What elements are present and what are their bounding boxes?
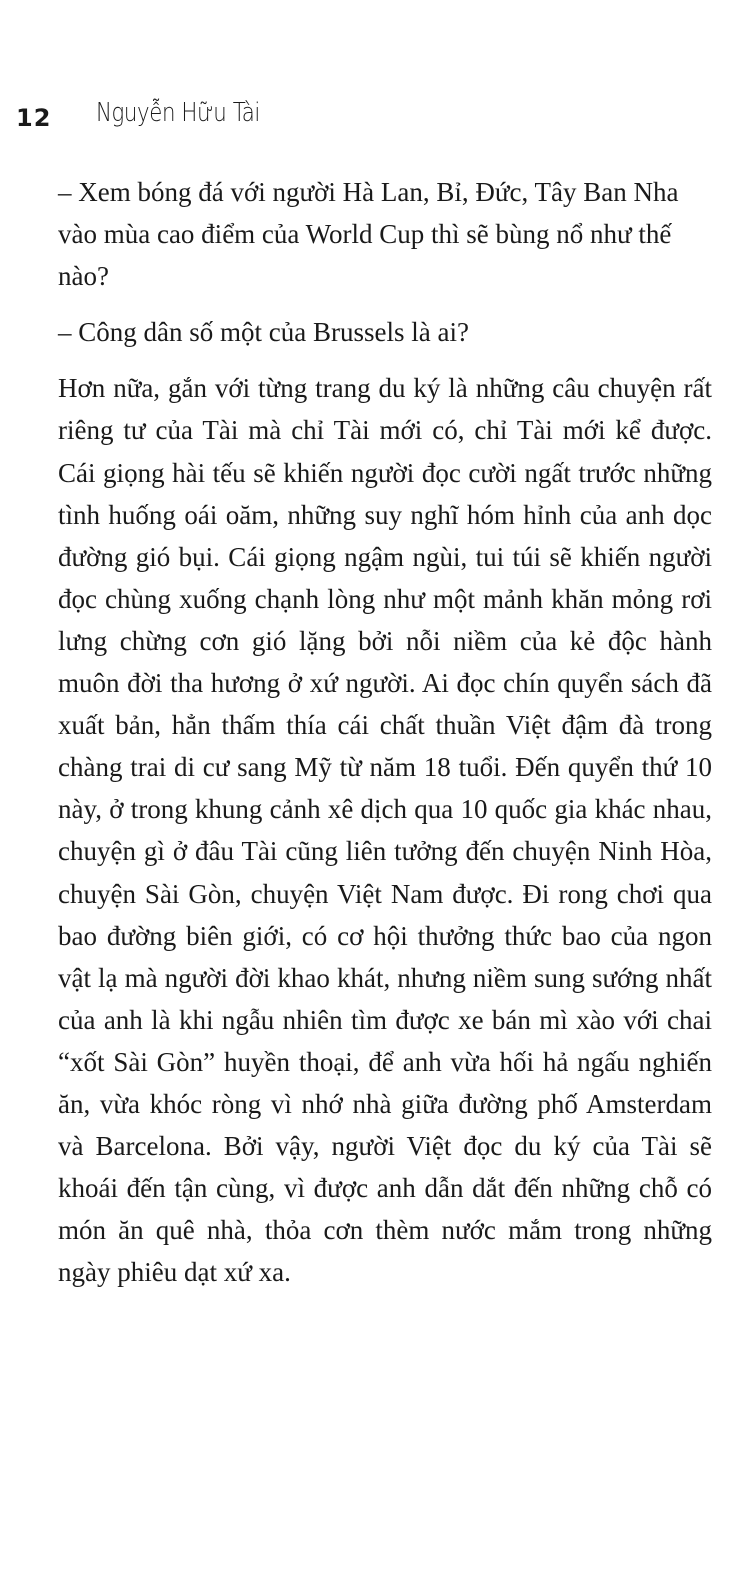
question-paragraph-1: – Xem bóng đá với người Hà Lan, Bỉ, Đức, Tây Ban Nha vào mùa cao điểm của World Cup thì sẽ bùng nổ như thế nào? — [58, 177, 679, 292]
question-paragraph-2: – Công dân số một của Brussels là ai? — [58, 317, 469, 348]
running-head — [16, 98, 716, 138]
body-text — [58, 171, 712, 1293]
page-number: 12 — [16, 104, 52, 132]
running-head-author: Nguyễn Hữu Tài — [96, 98, 260, 128]
main-paragraph: Hơn nữa, gắn với từng trang du ký là những câu chuyện rất riêng tư của Tài mà chỉ Tài mới có, chỉ Tài mới kể được. Cái giọng hài tếu sẽ khiến người đọc cười ngất trước những tình huống oái oăm, những suy nghĩ hóm hỉnh của anh dọc đường gió bụi. Cái giọng ngậm ngùi, tui túi sẽ khiến người đọc chùng xuống chạnh lòng như một mảnh khăn mỏng rơi lưng chừng cơn gió lặng bởi nỗi niềm của kẻ độc hành muôn đời tha hương ở xứ người. Ai đọc chín quyển sách đã xuất bản, hẳn thấm thía cái chất thuần Việt đậm đà trong chàng trai di cư sang Mỹ từ năm 18 tuổi. Đến quyển thứ 10 này, ở trong khung cảnh xê dịch qua 10 quốc gia khác nhau, chuyện gì ở đâu Tài cũng liên tưởng đến chuyện Ninh Hòa, chuyện Sài Gòn, chuyện Việt Nam được. Đi rong chơi qua bao đường biên giới, có cơ hội thưởng thức bao của ngon vật lạ mà người đời khao khát, nhưng niềm sung sướng nhất của anh là khi ngẫu nhiên tìm được xe bán mì xào với chai “xốt Sài Gòn” huyền thoại, để anh vừa hối hả ngấu nghiến ăn, vừa khóc ròng vì nhớ nhà giữa đường phố Amsterdam và Barcelona. Bởi vậy, người Việt đọc du ký của Tài sẽ khoái đến tận cùng, vì được anh dẫn dắt đến những chỗ có món ăn quê nhà, thỏa cơn thèm nước mắm trong những ngày phiêu dạt xứ xa. — [58, 373, 712, 1288]
